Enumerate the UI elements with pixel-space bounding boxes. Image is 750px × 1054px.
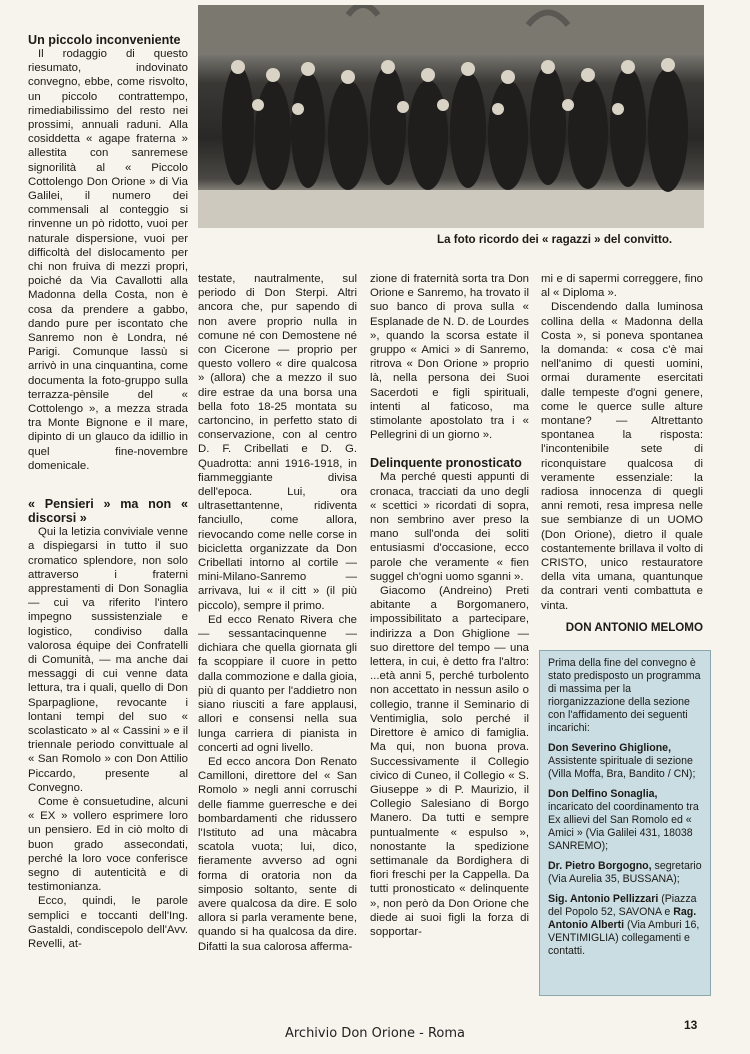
paragraph: mi e di sapermi correggere, fino al « Diploma ». [541,273,703,300]
assignee-name: Don Delfino Sonaglia, [548,788,658,800]
paragraph: Giacomo (Andreino) Preti abitante a Borgomanero, impossibilitato a partecipare, indirizza a Don Ghiglione — suo direttore del tempo — una lettera, in cui, è detto fra l'altro: ...età anni 5, perché turbolento non accettato in nessun asilo o collegio, tranne il Seminario di Ventimiglia, solo perché il Direttore è amico di famiglia. Ma qui, non buona prova. Successivamente il Collegio civico di Cuneo, il Collegio « S. Giuseppe » di P. Maurizio, il Collegio Salesiano di Borgo Manero. Da tutti e sempre puntualmente « espulso », nonostante la spedizione settimanale da Bordighera di fiori freschi per la Cappella. Da tutti pronosticato « delinquente », non però da Don Orione che diede ai suoi figli la forza di sopportar- [370,585,529,938]
assignment-text: (Via Amburi 16, VENTIMIGLIA) collegamenti e contatti. [548,919,700,957]
assignment-entry [548,742,702,781]
assignment-entry [548,860,702,886]
paragraph: Qui la letizia conviviale venne a dispiegarsi in tutto il suo cromatico splendore, non solo attraverso i fraterni apprestamenti di Don Sonaglia — cui va riferito l'intero impegno sussistenziale e logistico, condiviso dalla valorosa équipe dei Confratelli di Comunità, — ma anche dai messaggi di cui venne data lettura, tra i quali, quello di Don Sparpaglione, revocante i lontani tempi del suo « scolasticato » al « Cassini » e il triennale periodo convittuale al « San Romolo » con Don Attilio Piccardo, presente al Convegno. [28,526,188,794]
box-intro: Prima della fine del convegno è stato predisposto un programma di massima per la riorganizzazione della sezione con l'affidamento dei seguenti incarichi: [548,657,701,734]
paragraph: Discendendo dalla luminosa collina della « Madonna della Costa », si poneva spontanea la domanda: « cosa c'è mai nell'animo di questi uomini, ormai duramente esercitati dalle tempeste d'ogni genere, come le querce sulle alture montane? — Altrettanto spontanea la risposta: l'incontenibile sete di riconquistare qualcosa di veramente essenziale: la radiosa innocenza di quegli anni remoti, resa impresa nelle sue sembianze di un UOMO (Don Orione), dietro il quale costantemente brillava il volto di CRISTO, unico restauratore della vita umana, quantunque da contrari venti combattuta e vinta. [541,301,703,612]
paragraph: Ecco, quindi, le parole semplici e toccanti dell'Ing. Gastaldi, condiscepolo dell'Avv. Revelli, at- [28,895,188,950]
column-3 [370,272,529,939]
archive-footer: Archivio Don Orione - Roma [284,1026,466,1041]
group-photo [198,5,704,228]
assignment-entry [548,788,702,853]
paragraph: Ed ecco ancora Don Renato Camilloni, direttore del « San Romolo » negli anni corruschi delle fiamme guerresche e dei bombardamenti che ridussero l'Istituto ad una màcabra scatola vuota; lui, dico, fieramente avverso ad ogni forma di oratoria non da simposio soltanto, sente di avere qualcosa da dire. E solo allora si parla veramente bene, quando si ha qualcosa da dire. Difatti la sua calorosa afferma- [198,755,357,953]
section-heading: « Pensieri » ma non « discorsi » [28,497,188,526]
paragraph: testate, nautralmente, sul periodo di Don Sterpi. Altri ancora che, pur sapendo di non avere proprio nulla in comune né con Demostene né con Cicerone — proprio per questo vollero « dire qualcosa » (allora) che a mezzo il suo dire estrae da una borsa una bella foto 18-25 montata su cartoncino, in perfetto stato di conservazione, con al centro D. F. Cribellati e D. G. Quadrotta: anni 1916-1918, in fiammeggiante divisa dell'epoca. Lui, ora ultrasettantenne, ridiventa fanciullo, come allora, rievocando come nelle corse in bicicletta organizzate da Don Cribellati intorno al cortile — mini-Milano-Sanremo — arrivava, lui « il citt » (il più piccolo), sempre il primo. [198,273,357,612]
page-number: 13 [684,1018,698,1032]
section-heading: Un piccolo inconveniente [28,33,181,47]
column-4 [541,272,703,635]
section-heading: Delinquente pronosticato [370,456,522,471]
group-photo-drawing [198,5,704,228]
paragraph: Ma perché questi appunti di cronaca, tracciati da uno degli « scettici » ricordati di sopra, non sembrino aver preso la mano sull'onda dei soliti entusiasmi d'occasione, ecco parole che veramente « fien suggel ch'ogni uomo sganni ». [370,471,529,583]
paragraph: Il rodaggio di questo riesumato, indovinato convegno, ebbe, come risvolto, un piccolo contrattempo, rimediabilissimo del resto nei prossimi, annuali raduni. Alla cosiddetta « agape fraterna » allestita con sanremese signorilità al « Piccolo Cottolengo Don Orione » di Via Galilei, il numero dei commensali al conteggio si rinvenne un pò ridotto, vuoi per naturale dispersione, vuoi per difficoltà del dislocamento per chi non fruiva di mezzi propri, poiché da Via Cavallotti alla Madonna della Costa, non è cosa da prendere a gabbo, dando pure per iscontato che Sanremo non è Londra, né Parigi. Comunque lassù si arrivò in una cinquantina, come documenta la foto-gruppo sulla terrazza-pènsile del « Cottolengo », a mezza strada tra Monte Bignone e il mare, dipinto di un glauco da idillio in quel fine-novembre domenicale. [28,48,188,472]
assignee-name: Sig. Antonio Pellizzari [548,893,659,905]
column-1 [28,33,188,951]
column-2 [198,272,357,954]
assignee-name: Don Severino Ghiglione, [548,742,672,754]
author-signature: DON ANTONIO MELOMO [565,620,703,634]
photo-caption: La foto ricordo dei « ragazzi » del convitto. [437,233,673,246]
paragraph: zione di fraternità sorta tra Don Orione e Sanremo, ha trovato il suo banco di prova sulla « Esplanade de N. D. de Lourdes », quando la scorsa estate il gruppo « Amici » di Sanremo, ritrova « Don Orione » proprio là, nella persona dei Suoi Sacerdoti e figli spirituali, intenti al faticoso, ma stimolante apostolato tra i « Pellegrini di un giorno ». [370,273,529,442]
assignee-name: Rag. Antonio Alberti [548,906,697,931]
assignee-name: Dr. Pietro Borgogno, [548,860,652,872]
paragraph: Come è consuetudine, alcuni « EX » vollero esprimere loro un pensiero. Ed in ciò molto di buon grado assecondati, perché la loro voce conferisce segno di autenticità e di testimonianza. [28,795,188,894]
assignment-entry [548,893,702,958]
assignment-text: segretario (Via Aurelia 35, BUSSANA); [548,860,702,885]
paragraph: Ed ecco Renato Rivera che — sessantacinquenne — dichiara che quella giornata gli fa scoppiare il cuore in petto dalla commozione e dalla gioia, più di quanto per l'addietro non siano riusciti a fare applausi, allori e consensi nella sua lunga carriera di pianista in concerti ad ogni livello. [198,613,357,754]
assignments-box [539,650,711,996]
assignment-text: (Piazza del Popolo 52, SAVONA e [548,893,697,918]
assignment-text: Assistente spirituale di sezione (Villa Moffa, Bra, Bandito / CN); [548,755,696,780]
assignment-text: incaricato del coordinamento tra Ex allievi del San Romolo ed « Amici » (Via Galilei 431, 18038 SANREMO); [548,801,699,852]
